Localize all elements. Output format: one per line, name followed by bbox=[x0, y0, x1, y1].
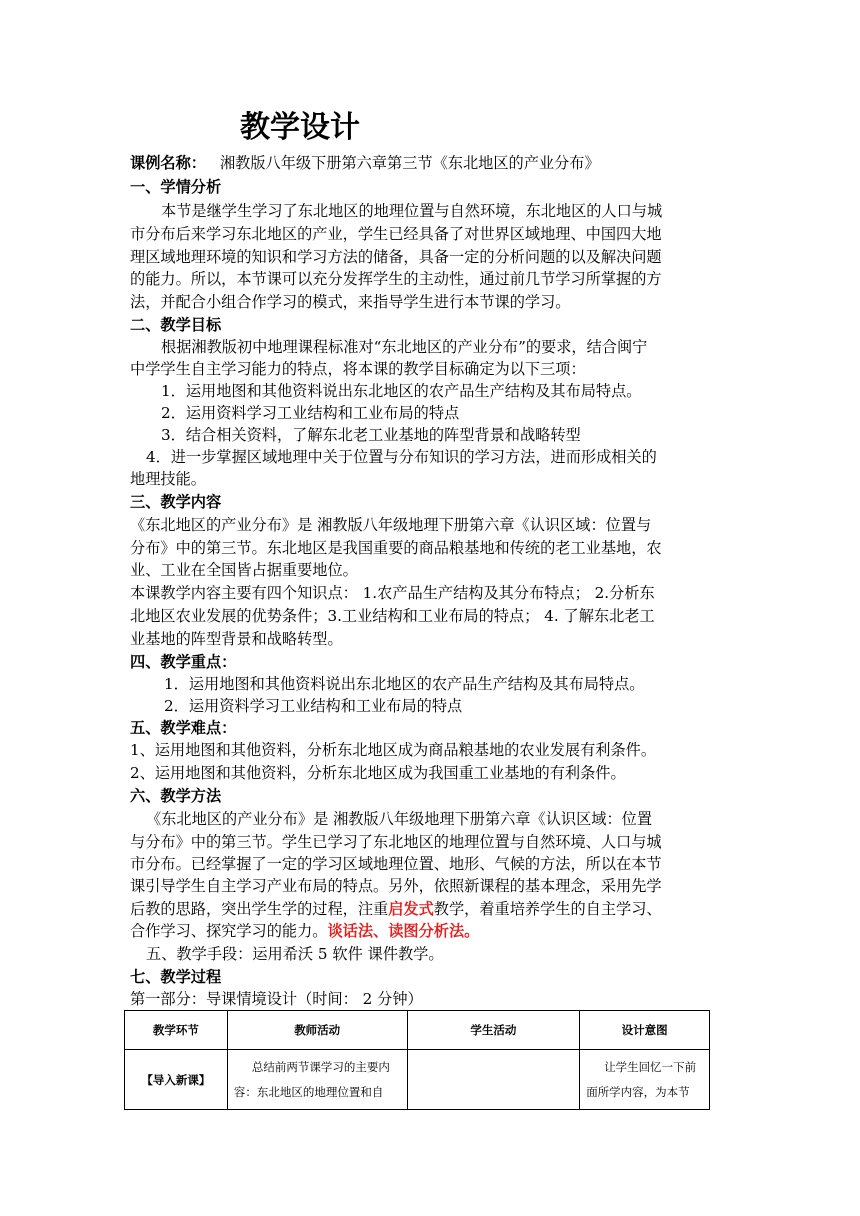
document-title: 教学设计 bbox=[240, 110, 360, 145]
section-6-text: 后教的思路，突出学生学的过程，注重 bbox=[130, 900, 389, 918]
section-3-line: 北地区农业发展的优势条件；3.工业结构和工业布局的特点； 4. 了解东北老工 bbox=[130, 607, 655, 625]
heuristic-method-highlight: 启发式 bbox=[388, 900, 434, 918]
course-name-value: 湘教版八年级下册第六章第三节《东北地区的产业分布》 bbox=[219, 154, 600, 172]
table-cell-stage: 【导入新课】 bbox=[125, 1050, 228, 1110]
section-3-line: 《东北地区的产业分布》是 湘教版八年级地理下册第六章《认识区域：位置与 bbox=[130, 516, 652, 534]
section-1-line: 的能力。所以，本节课可以充分发挥学生的主动性，通过前几节学习所掌握的方 bbox=[130, 270, 662, 288]
section-2-line: 3．结合相关资料，了解东北老工业基地的阵型背景和战略转型 bbox=[161, 426, 581, 444]
section-5-line: 1、运用地图和其他资料，分析东北地区成为商品粮基地的农业发展有利条件。 bbox=[130, 741, 657, 759]
design-intent-line: 面所学内容，为本节 bbox=[586, 1084, 690, 1099]
section-1-line: 法，并配合小组合作学习的模式，来指导学生进行本节课的学习。 bbox=[130, 293, 571, 311]
section-2-line: 根据湘教版初中地理课程标准对“东北地区的产业分布”的要求，结合闽宁 bbox=[161, 338, 648, 356]
teaching-means-line: 五、教学手段：运用希沃 5 软件 课件教学。 bbox=[146, 945, 444, 963]
section-5-line: 2、运用地图和其他资料，分析东北地区成为我国重工业基地的有利条件。 bbox=[130, 764, 626, 782]
table-header-cell: 设计意图 bbox=[580, 1011, 710, 1050]
table-header-cell: 教师活动 bbox=[227, 1011, 407, 1050]
section-3-line: 分布》中的第三节。东北地区是我国重要的商品粮基地和传统的老工业基地，农 bbox=[130, 539, 662, 557]
table-header-cell: 学生活动 bbox=[407, 1011, 580, 1050]
course-name-label: 课例名称： bbox=[130, 154, 206, 172]
section-6-line: 市分布。已经掌握了一定的学习区域地理位置、地形、气候的方法，所以在本节 bbox=[130, 855, 662, 873]
section-6-line bbox=[130, 898, 730, 920]
section-4-heading: 四、教学重点： bbox=[130, 653, 237, 671]
section-6-line: 《东北地区的产业分布》是 湘教版八年级地理下册第六章《认识区域：位置 bbox=[146, 810, 653, 828]
section-7-heading: 七、教学过程 bbox=[130, 968, 222, 986]
design-intent-line: 让学生回忆一下前 bbox=[604, 1059, 697, 1074]
section-6-line bbox=[130, 920, 730, 942]
teacher-activity-line: 总结前两节课学习的主要内 bbox=[251, 1059, 390, 1074]
section-1-heading: 一、学情分析 bbox=[130, 178, 222, 196]
section-2-line: 中学学生自主学习能力的特点，将本课的教学目标确定为以下三项： bbox=[130, 360, 586, 378]
section-1-line: 市分布后来学习东北地区的产业，学生已经具备了对世界区域地理、中国四大地 bbox=[130, 225, 662, 243]
section-3-line: 本课教学内容主要有四个知识点： 1.农产品生产结构及其分布特点； 2.分析东 bbox=[130, 584, 655, 602]
section-5-heading: 五、教学难点： bbox=[130, 719, 237, 737]
section-6-line: 课引导学生自主学习产业布局的特点。另外，依照新课程的基本理念，采用先学 bbox=[130, 877, 662, 895]
table-header-cell: 教学环节 bbox=[125, 1011, 228, 1050]
section-6-text: 合作学习、探究学习的能力。 bbox=[130, 922, 328, 940]
section-3-line: 业基地的阵型背景和战略转型。 bbox=[130, 630, 343, 648]
table-cell-teacher bbox=[227, 1050, 407, 1110]
section-6-line: 与分布》中的第三节。学生已学习了东北地区的地理位置与自然环境、人口与城 bbox=[130, 833, 662, 851]
section-3-heading: 三、教学内容 bbox=[130, 493, 222, 511]
part-1-line: 第一部分：导课情境设计（时间： 2 分钟） bbox=[130, 990, 423, 1008]
section-1-line: 理区域地理环境的知识和学习方法的储备，具备一定的分析问题的以及解决问题 bbox=[130, 248, 662, 266]
section-3-line: 业、工业在全国皆占据重要地位。 bbox=[130, 561, 358, 579]
section-2-line: 2．运用资料学习工业结构和工业布局的特点 bbox=[161, 404, 460, 422]
table-cell-student bbox=[407, 1050, 580, 1110]
section-2-line: 1．运用地图和其他资料说出东北地区的农产品生产结构及其布局特点。 bbox=[161, 382, 642, 400]
section-6-heading: 六、教学方法 bbox=[130, 787, 222, 805]
table-row bbox=[125, 1050, 710, 1110]
methods-highlight: 谈话法、读图分析法。 bbox=[327, 922, 480, 940]
table-cell-intent bbox=[580, 1050, 710, 1110]
section-1-line: 本节是继学生学习了东北地区的地理位置与自然环境，东北地区的人口与城 bbox=[161, 202, 663, 220]
table-header-row bbox=[125, 1011, 710, 1050]
section-2-heading: 二、教学目标 bbox=[130, 316, 222, 334]
section-4-line: 1．运用地图和其他资料说出东北地区的农产品生产结构及其布局特点。 bbox=[164, 675, 645, 693]
section-2-line: 4．进一步掌握区域地理中关于位置与分布知识的学习方法，进而形成相关的 bbox=[146, 448, 657, 466]
process-table bbox=[124, 1010, 710, 1110]
section-4-line: 2．运用资料学习工业结构和工业布局的特点 bbox=[164, 697, 463, 715]
section-6-text: 教学，着重培养学生的自主学习、 bbox=[433, 900, 662, 918]
course-name-line bbox=[130, 152, 730, 174]
section-2-line: 地理技能。 bbox=[130, 470, 206, 488]
teacher-activity-line: 容：东北地区的地理位置和自 bbox=[233, 1084, 384, 1099]
